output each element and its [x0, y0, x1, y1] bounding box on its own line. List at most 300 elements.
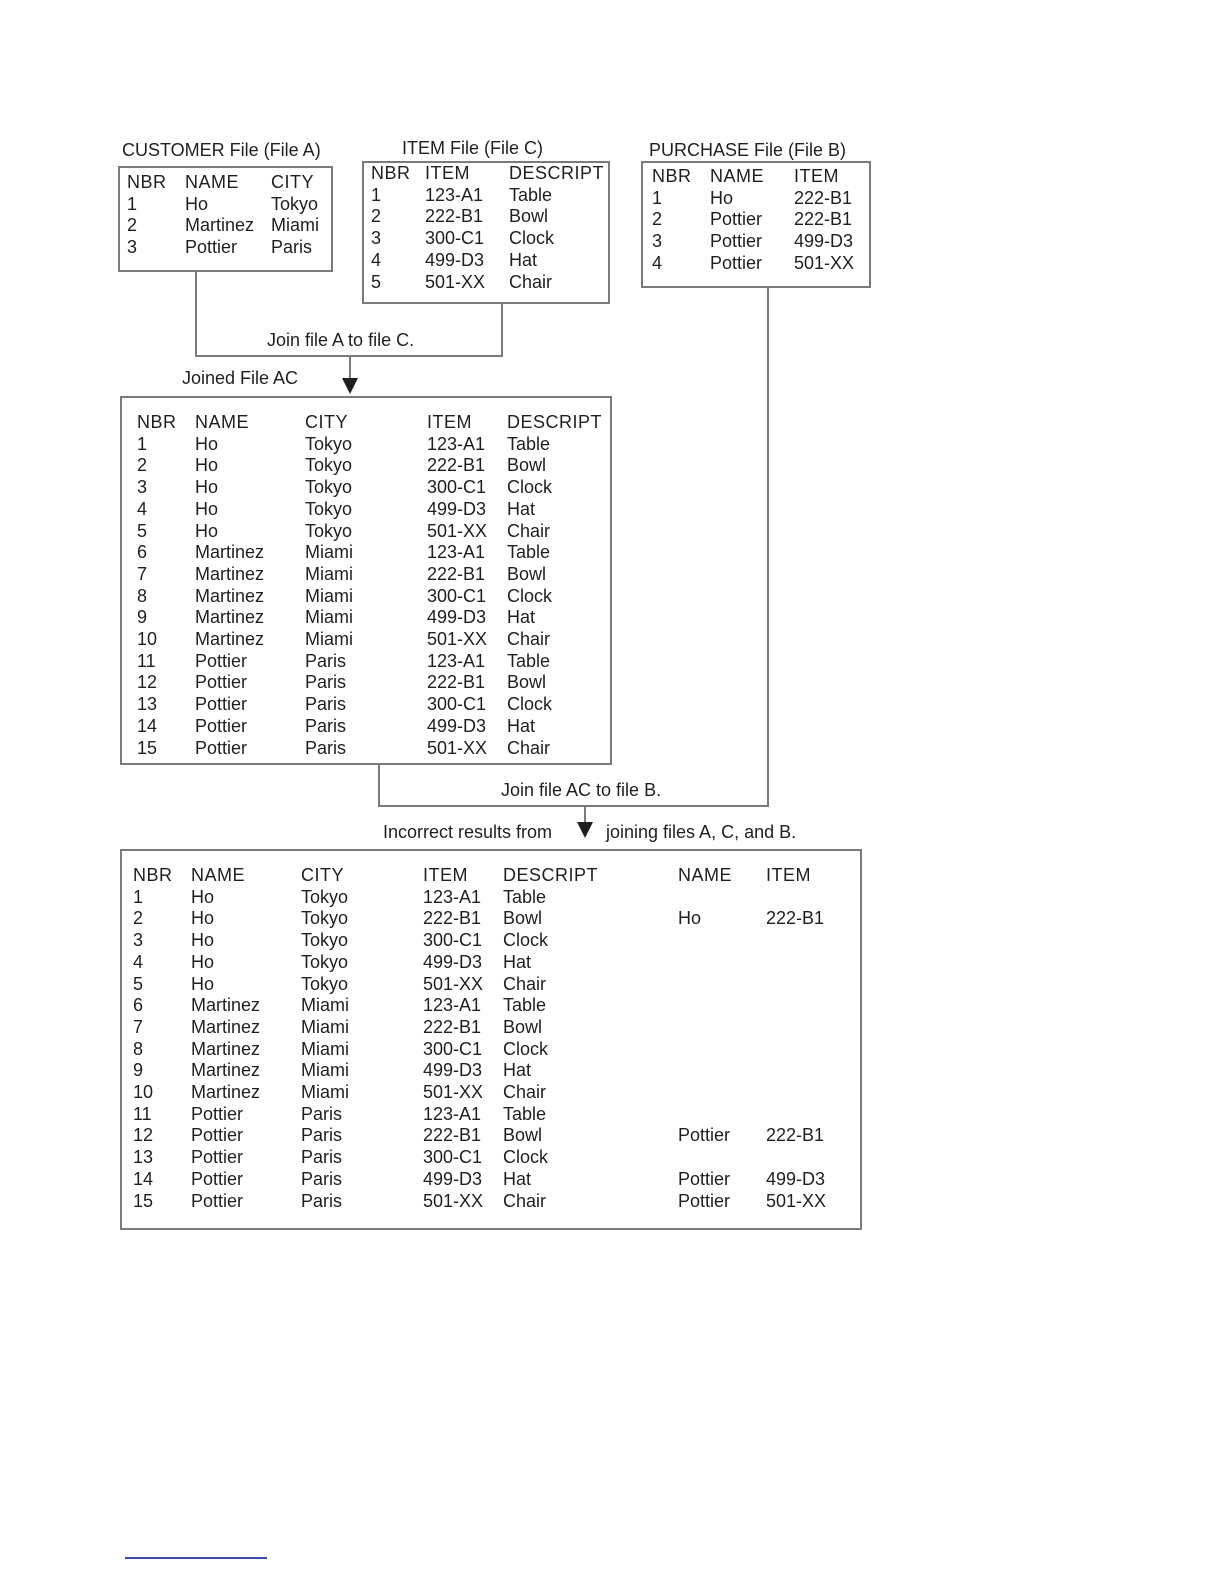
table-cell: 6 [137, 542, 148, 563]
table-row [371, 185, 609, 207]
table-cell: Chair [503, 973, 547, 994]
table-cell: Ho [710, 187, 734, 208]
table-cell: 2 [371, 206, 382, 227]
table-cell: Paris [301, 1125, 343, 1146]
table-cell: Tokyo [271, 193, 319, 214]
table-cell: 14 [133, 1168, 154, 1189]
table-cell: 10 [137, 629, 158, 650]
table-row [133, 1125, 836, 1147]
table-cell: 3 [371, 228, 382, 249]
table-cell [766, 1017, 836, 1039]
table-row [652, 253, 870, 275]
table-cell: 7 [137, 563, 148, 584]
table-cell: Miami [301, 995, 349, 1016]
connector-line [378, 765, 380, 807]
table-cell: Martinez [195, 585, 265, 606]
table-row [127, 215, 331, 237]
table-cell [766, 1082, 836, 1104]
table-cell: Table [507, 542, 551, 563]
table-cell: 300-C1 [427, 585, 487, 606]
table-cell: Ho [191, 973, 215, 994]
table-cell: Table [509, 184, 553, 205]
table-cell [678, 974, 766, 996]
connector-line [767, 288, 769, 807]
table-cell: 14 [137, 715, 158, 736]
table-cell: 222-B1 [794, 187, 853, 208]
table-cell [766, 887, 836, 909]
table-cell: 499-D3 [425, 249, 485, 270]
table-cell: Miami [305, 585, 353, 606]
table-cell [678, 995, 766, 1017]
table-cell: Ho [195, 455, 219, 476]
table-cell: Miami [301, 1082, 349, 1103]
table-cell: Tokyo [305, 498, 353, 519]
table-cell: Pottier [195, 737, 248, 758]
table-row [127, 237, 331, 259]
header-row [652, 166, 870, 188]
table-row [127, 194, 331, 216]
incorrect-results-label: Incorrect results from [383, 822, 553, 842]
table-row [137, 672, 607, 694]
joined-file-ac-caption: Joined File AC [182, 368, 299, 388]
table-cell: Hat [507, 607, 536, 628]
table-cell: Paris [305, 650, 347, 671]
table-row [371, 250, 609, 272]
column-header: CITY [305, 412, 349, 432]
table-cell: Table [503, 995, 547, 1016]
table-cell: Martinez [191, 1060, 261, 1081]
table-row [133, 908, 836, 930]
table-cell: 15 [133, 1190, 154, 1211]
table-cell: Miami [301, 1016, 349, 1037]
table-cell: 1 [371, 184, 382, 205]
header-row [371, 163, 609, 185]
table-row [137, 499, 607, 521]
table-cell: Ho [195, 433, 219, 454]
table-row [133, 1191, 836, 1213]
table-cell: Pottier [195, 650, 248, 671]
table-cell: 13 [137, 694, 158, 715]
table-cell [766, 974, 836, 996]
table-cell: 3 [133, 930, 144, 951]
table-cell: Hat [503, 951, 532, 972]
table-cell: Pottier [185, 237, 238, 258]
header-row [137, 412, 607, 434]
table-cell: 222-B1 [427, 563, 486, 584]
table-cell: Bowl [509, 206, 549, 227]
table-cell: 499-D3 [423, 1168, 483, 1189]
table-cell: Martinez [195, 629, 265, 650]
table-cell: Ho [191, 951, 215, 972]
table-cell: Paris [305, 694, 347, 715]
table-cell: Ho [191, 930, 215, 951]
connector-line [584, 805, 586, 823]
table-cell [678, 930, 766, 952]
table-cell: Hat [509, 249, 538, 270]
table-cell: 300-C1 [425, 228, 485, 249]
table-cell: Miami [271, 215, 319, 236]
table-cell: 499-D3 [794, 231, 854, 252]
table-cell: Tokyo [305, 455, 353, 476]
table-cell: 501-XX [425, 271, 486, 292]
table-cell: 3 [652, 231, 663, 252]
column-header: DESCRIPT [503, 865, 599, 885]
table-cell: Martinez [191, 1082, 261, 1103]
table-cell: Pottier [678, 1190, 731, 1211]
table-cell: 11 [133, 1103, 152, 1124]
table-cell: 2 [652, 209, 663, 230]
table-cell: Martinez [195, 542, 265, 563]
table-cell: 123-A1 [423, 995, 482, 1016]
table-cell: Ho [195, 477, 219, 498]
table-cell: 222-B1 [423, 1125, 482, 1146]
table-cell: 501-XX [423, 1082, 484, 1103]
table-cell: 499-D3 [423, 951, 483, 972]
table-cell: Table [503, 1103, 547, 1124]
table-cell: 222-B1 [794, 209, 853, 230]
table-cell: 300-C1 [427, 477, 487, 498]
table-row [371, 206, 609, 228]
table-row [652, 188, 870, 210]
table-cell [766, 930, 836, 952]
join-ac-b-label: Join file AC to file B. [501, 780, 662, 800]
table-cell: 222-B1 [427, 672, 486, 693]
item-file-caption: ITEM File (File C) [402, 138, 543, 158]
connector-line [378, 805, 769, 807]
table-cell: 501-XX [427, 737, 488, 758]
column-header: NAME [191, 865, 246, 885]
table-row [652, 209, 870, 231]
result-table [133, 865, 836, 1212]
join-a-c-label: Join file A to file C. [267, 330, 415, 350]
table-cell [766, 995, 836, 1017]
table-cell: 123-A1 [427, 650, 486, 671]
table-cell: Tokyo [301, 886, 349, 907]
table-cell: Paris [305, 672, 347, 693]
column-header: DESCRIPT [509, 163, 605, 183]
column-header: ITEM [423, 865, 468, 885]
table-row [133, 1082, 836, 1104]
table-cell: Bowl [507, 672, 547, 693]
table-cell: Martinez [185, 215, 255, 236]
table-cell: 123-A1 [427, 542, 486, 563]
table-cell: Clock [507, 694, 553, 715]
down-arrow-icon [577, 822, 593, 838]
table-cell [678, 1147, 766, 1169]
table-cell: 1 [652, 187, 663, 208]
table-cell: Paris [271, 237, 313, 258]
table-cell: 3 [127, 237, 138, 258]
table-cell: Clock [503, 930, 549, 951]
table-row [137, 477, 607, 499]
table-cell: Bowl [507, 563, 547, 584]
table-cell: Bowl [503, 1016, 543, 1037]
table-cell: Pottier [191, 1147, 244, 1168]
table-cell: Paris [301, 1103, 343, 1124]
table-cell: 499-D3 [423, 1060, 483, 1081]
table-cell: 300-C1 [423, 930, 483, 951]
table-cell [678, 1039, 766, 1061]
table-cell: 501-XX [794, 252, 855, 273]
table-cell: Ho [191, 908, 215, 929]
table-row [133, 1169, 836, 1191]
connector-line [349, 355, 351, 379]
column-header: NBR [652, 166, 692, 186]
table-cell: Hat [507, 498, 536, 519]
table-cell: 4 [371, 249, 382, 270]
column-header: DESCRIPT [507, 412, 603, 432]
table-cell: 11 [137, 650, 156, 671]
table-cell: Chair [507, 737, 551, 758]
table-cell: Pottier [191, 1190, 244, 1211]
table-cell: Clock [503, 1038, 549, 1059]
table-cell: Tokyo [301, 908, 349, 929]
table-cell: Pottier [710, 231, 763, 252]
column-header: CITY [271, 172, 315, 192]
table-cell: 123-A1 [423, 1103, 482, 1124]
table-cell: Paris [305, 715, 347, 736]
table-row [133, 1039, 836, 1061]
table-cell: Paris [301, 1168, 343, 1189]
table-row [371, 228, 609, 250]
purchase-table [652, 166, 870, 275]
table-cell: 222-B1 [423, 908, 482, 929]
table-cell: 2 [133, 908, 144, 929]
table-cell: Pottier [191, 1125, 244, 1146]
customer-file-caption: CUSTOMER File (File A) [122, 140, 321, 160]
table-cell: 5 [137, 520, 148, 541]
table-cell: Paris [301, 1190, 343, 1211]
table-cell: Tokyo [305, 520, 353, 541]
table-row [137, 651, 607, 673]
table-cell: 8 [137, 585, 148, 606]
table-cell: Table [507, 650, 551, 671]
table-cell: Pottier [195, 672, 248, 693]
table-cell: 300-C1 [423, 1038, 483, 1059]
column-header: ITEM [794, 166, 839, 186]
table-cell: Chair [507, 629, 551, 650]
table-cell [678, 1104, 766, 1126]
table-cell: Tokyo [301, 951, 349, 972]
table-cell: 499-D3 [766, 1168, 826, 1189]
table-cell [766, 1147, 836, 1169]
joining-files-label: joining files A, C, and B. [606, 822, 797, 842]
table-cell: 10 [133, 1082, 154, 1103]
table-cell: Miami [305, 629, 353, 650]
connector-line [195, 272, 197, 357]
table-cell: 8 [133, 1038, 144, 1059]
table-row [137, 607, 607, 629]
customer-table [127, 172, 331, 259]
table-cell: Chair [503, 1190, 547, 1211]
table-cell: 222-B1 [766, 1125, 825, 1146]
table-cell [678, 952, 766, 974]
table-cell: 13 [133, 1147, 154, 1168]
table-cell: Martinez [195, 607, 265, 628]
table-cell: Pottier [710, 209, 763, 230]
table-cell: Miami [301, 1060, 349, 1081]
table-cell: 300-C1 [427, 694, 487, 715]
table-cell: Martinez [191, 995, 261, 1016]
header-row [127, 172, 331, 194]
table-cell: 501-XX [427, 520, 488, 541]
table-cell: Pottier [195, 694, 248, 715]
table-row [137, 586, 607, 608]
joined-ac-table [137, 412, 607, 759]
table-cell: 222-B1 [427, 455, 486, 476]
table-cell: Bowl [503, 908, 543, 929]
table-cell: Martinez [191, 1016, 261, 1037]
table-cell: Chair [503, 1082, 547, 1103]
table-cell: Clock [507, 477, 553, 498]
column-header: CITY [301, 865, 345, 885]
column-header: NBR [137, 412, 177, 432]
table-cell: 4 [133, 951, 144, 972]
table-cell: 499-D3 [427, 715, 487, 736]
table-row [133, 1017, 836, 1039]
table-cell: Miami [301, 1038, 349, 1059]
table-cell: Ho [195, 520, 219, 541]
table-cell: Paris [301, 1147, 343, 1168]
table-cell [678, 887, 766, 909]
table-cell: 501-XX [423, 1190, 484, 1211]
table-cell: 5 [371, 271, 382, 292]
table-cell [678, 1060, 766, 1082]
table-cell: 12 [133, 1125, 154, 1146]
table-cell: 1 [137, 433, 148, 454]
table-cell: Clock [503, 1147, 549, 1168]
table-cell: 222-B1 [766, 908, 825, 929]
table-cell [678, 1082, 766, 1104]
column-header: NBR [371, 163, 411, 183]
table-cell: 499-D3 [427, 498, 487, 519]
item-table [371, 163, 609, 293]
table-cell: Clock [507, 585, 553, 606]
table-cell: Chair [509, 271, 553, 292]
table-cell: Ho [191, 886, 215, 907]
table-row [137, 455, 607, 477]
table-cell: Ho [195, 498, 219, 519]
table-cell: Bowl [503, 1125, 543, 1146]
table-cell: 501-XX [423, 973, 484, 994]
table-cell: Chair [507, 520, 551, 541]
table-cell: 9 [133, 1060, 144, 1081]
table-cell: Pottier [678, 1125, 731, 1146]
table-cell [766, 1039, 836, 1061]
table-row [133, 952, 836, 974]
table-cell: Ho [185, 193, 209, 214]
table-row [133, 887, 836, 909]
column-header: NAME [678, 865, 733, 885]
table-cell: Hat [507, 715, 536, 736]
column-header: ITEM [425, 163, 470, 183]
table-cell [678, 1017, 766, 1039]
table-cell: 3 [137, 477, 148, 498]
table-cell: Pottier [191, 1103, 244, 1124]
table-cell: Miami [305, 563, 353, 584]
table-row [137, 694, 607, 716]
table-cell: 4 [137, 498, 148, 519]
table-cell: Tokyo [305, 433, 353, 454]
table-cell: Hat [503, 1168, 532, 1189]
table-cell: Pottier [710, 252, 763, 273]
table-cell: 9 [137, 607, 148, 628]
connector-line [501, 304, 503, 357]
table-row [137, 629, 607, 651]
table-cell: 6 [133, 995, 144, 1016]
purchase-file-caption: PURCHASE File (File B) [649, 140, 847, 160]
table-cell: 222-B1 [423, 1016, 482, 1037]
table-cell: 2 [127, 215, 138, 236]
table-cell: Table [507, 433, 551, 454]
table-cell: 5 [133, 973, 144, 994]
table-row [133, 995, 836, 1017]
table-cell: Tokyo [305, 477, 353, 498]
column-header: NAME [195, 412, 250, 432]
table-cell: Tokyo [301, 973, 349, 994]
table-row [137, 434, 607, 456]
table-row [137, 542, 607, 564]
table-cell: 4 [652, 252, 663, 273]
table-row [652, 231, 870, 253]
table-cell [766, 1060, 836, 1082]
table-row [371, 272, 609, 294]
table-cell: Martinez [191, 1038, 261, 1059]
table-cell: 222-B1 [425, 206, 484, 227]
table-cell: Martinez [195, 563, 265, 584]
column-header: NAME [185, 172, 240, 192]
table-cell: 499-D3 [427, 607, 487, 628]
table-cell [766, 1104, 836, 1126]
table-cell: Bowl [507, 455, 547, 476]
table-cell: Tokyo [301, 930, 349, 951]
table-cell: 300-C1 [423, 1147, 483, 1168]
table-row [133, 1060, 836, 1082]
column-header: ITEM [766, 865, 811, 885]
table-cell: Paris [305, 737, 347, 758]
table-row [137, 738, 607, 760]
table-cell: Clock [509, 228, 555, 249]
table-cell: 15 [137, 737, 158, 758]
table-cell [766, 952, 836, 974]
table-cell: Miami [305, 542, 353, 563]
table-row [133, 930, 836, 952]
table-cell: 7 [133, 1016, 144, 1037]
table-row [133, 1104, 836, 1126]
table-cell: 1 [133, 886, 144, 907]
table-row [133, 974, 836, 996]
header-row [133, 865, 836, 887]
table-row [133, 1147, 836, 1169]
footnote-rule [125, 1557, 267, 1559]
table-cell: 123-A1 [425, 184, 484, 205]
table-cell: 123-A1 [423, 886, 482, 907]
table-row [137, 564, 607, 586]
table-row [137, 521, 607, 543]
table-cell: 123-A1 [427, 433, 486, 454]
column-header: NBR [133, 865, 173, 885]
table-cell: 1 [127, 193, 138, 214]
table-cell: Pottier [195, 715, 248, 736]
table-cell: Table [503, 886, 547, 907]
table-cell: 501-XX [427, 629, 488, 650]
table-cell: 2 [137, 455, 148, 476]
table-cell: Pottier [678, 1168, 731, 1189]
column-header: ITEM [427, 412, 472, 432]
column-header: NBR [127, 172, 167, 192]
table-cell: 501-XX [766, 1190, 827, 1211]
table-cell: 12 [137, 672, 158, 693]
